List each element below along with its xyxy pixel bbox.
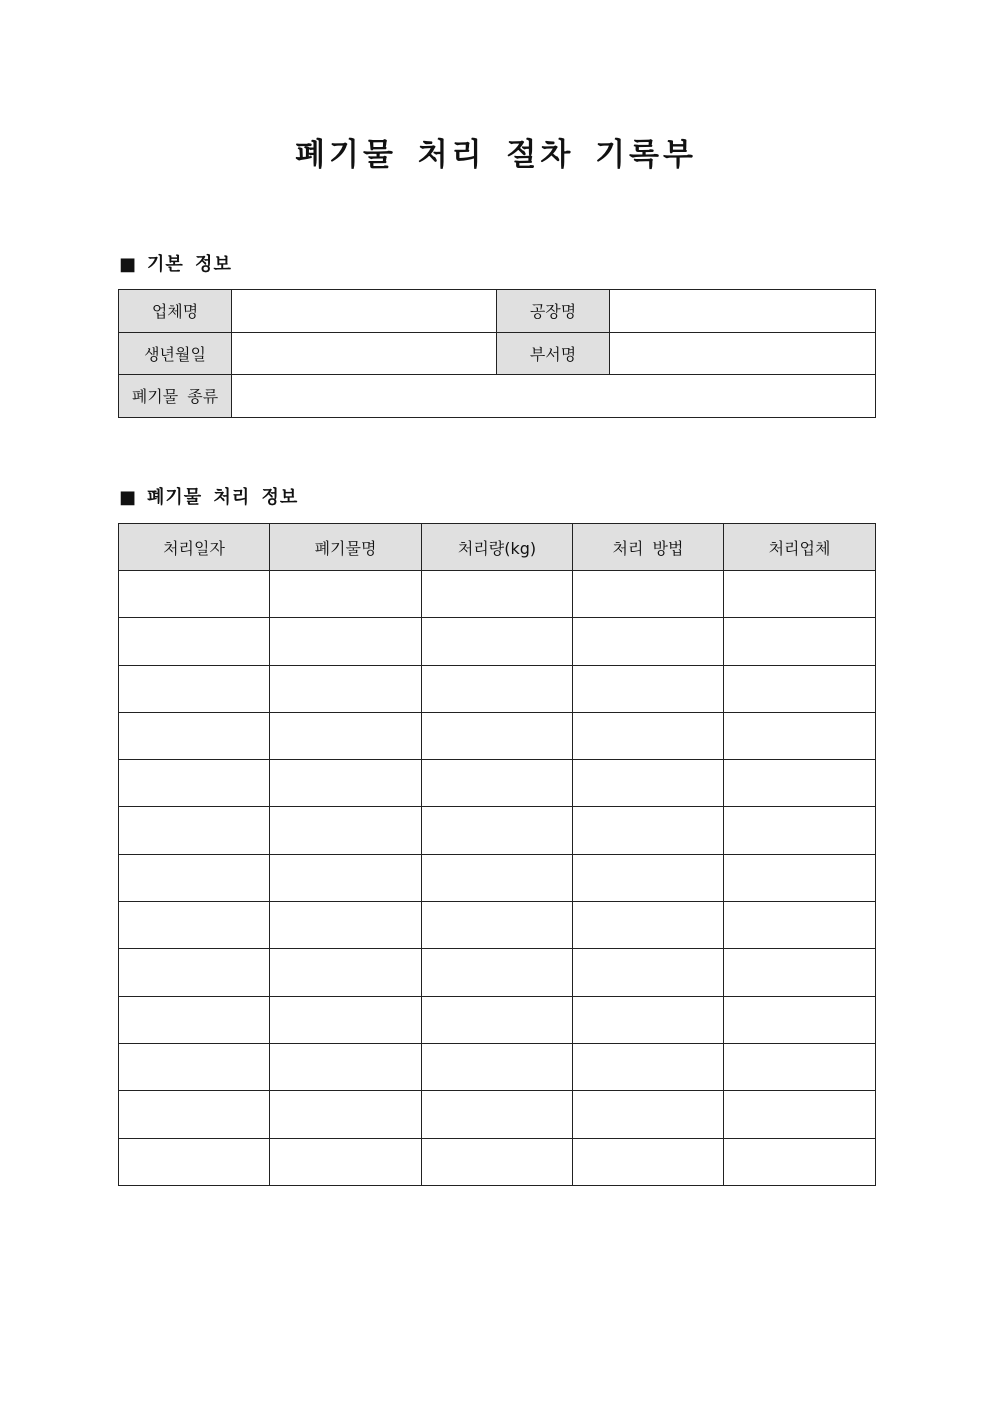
amount-cell[interactable] (422, 618, 573, 665)
waste-name-cell[interactable] (270, 712, 422, 759)
table-row (119, 1138, 876, 1185)
table-header-row (119, 524, 876, 571)
table-row (119, 290, 876, 333)
method-cell[interactable] (573, 665, 724, 712)
amount-cell[interactable] (422, 807, 573, 854)
company-field[interactable] (232, 290, 497, 333)
method-cell[interactable] (573, 949, 724, 996)
basic-info-heading-text: 기본 정보 (147, 254, 232, 275)
date-cell[interactable] (119, 1138, 270, 1185)
column-header-company: 처리업체 (724, 524, 876, 571)
column-header-amount: 처리량(kg) (422, 524, 573, 571)
company-cell[interactable] (724, 571, 876, 618)
amount-cell[interactable] (422, 1043, 573, 1090)
company-cell[interactable] (724, 1043, 876, 1090)
birthdate-field[interactable] (232, 332, 497, 375)
square-bullet-icon: ■ (119, 487, 138, 508)
date-cell[interactable] (119, 665, 270, 712)
method-cell[interactable] (573, 854, 724, 901)
company-cell[interactable] (724, 1091, 876, 1138)
date-cell[interactable] (119, 807, 270, 854)
method-cell[interactable] (573, 1138, 724, 1185)
waste-name-cell[interactable] (270, 949, 422, 996)
method-cell[interactable] (573, 902, 724, 949)
waste-type-field[interactable] (232, 375, 876, 418)
table-row (119, 760, 876, 807)
column-header-waste-name: 폐기물명 (270, 524, 422, 571)
amount-cell[interactable] (422, 996, 573, 1043)
date-cell[interactable] (119, 902, 270, 949)
company-cell[interactable] (724, 712, 876, 759)
method-cell[interactable] (573, 571, 724, 618)
date-cell[interactable] (119, 949, 270, 996)
waste-name-cell[interactable] (270, 1091, 422, 1138)
waste-name-cell[interactable] (270, 618, 422, 665)
processing-record-table (118, 523, 876, 1186)
company-cell[interactable] (724, 807, 876, 854)
table-row (119, 949, 876, 996)
processing-info-heading (119, 486, 298, 510)
waste-name-cell[interactable] (270, 760, 422, 807)
basic-info-heading (119, 253, 232, 277)
birthdate-label: 생년월일 (119, 332, 232, 375)
factory-label: 공장명 (497, 290, 610, 333)
method-cell[interactable] (573, 618, 724, 665)
waste-name-cell[interactable] (270, 1138, 422, 1185)
waste-name-cell[interactable] (270, 665, 422, 712)
square-bullet-icon: ■ (119, 254, 138, 275)
method-cell[interactable] (573, 712, 724, 759)
table-row (119, 1043, 876, 1090)
waste-name-cell[interactable] (270, 571, 422, 618)
company-cell[interactable] (724, 760, 876, 807)
page-title: 폐기물 처리 절차 기록부 (295, 137, 697, 173)
method-cell[interactable] (573, 1091, 724, 1138)
date-cell[interactable] (119, 712, 270, 759)
amount-cell[interactable] (422, 1138, 573, 1185)
table-row (119, 1091, 876, 1138)
company-cell[interactable] (724, 665, 876, 712)
date-cell[interactable] (119, 854, 270, 901)
table-row (119, 665, 876, 712)
company-cell[interactable] (724, 949, 876, 996)
table-row (119, 807, 876, 854)
processing-info-heading-text: 폐기물 처리 정보 (147, 487, 299, 508)
method-cell[interactable] (573, 807, 724, 854)
method-cell[interactable] (573, 996, 724, 1043)
amount-cell[interactable] (422, 854, 573, 901)
company-cell[interactable] (724, 902, 876, 949)
waste-type-label: 폐기물 종류 (119, 375, 232, 418)
company-label: 업체명 (119, 290, 232, 333)
department-label: 부서명 (497, 332, 610, 375)
amount-cell[interactable] (422, 571, 573, 618)
date-cell[interactable] (119, 760, 270, 807)
company-cell[interactable] (724, 1138, 876, 1185)
table-row (119, 618, 876, 665)
factory-field[interactable] (610, 290, 876, 333)
amount-cell[interactable] (422, 665, 573, 712)
waste-name-cell[interactable] (270, 996, 422, 1043)
company-cell[interactable] (724, 854, 876, 901)
waste-name-cell[interactable] (270, 1043, 422, 1090)
date-cell[interactable] (119, 571, 270, 618)
table-row (119, 571, 876, 618)
table-row (119, 854, 876, 901)
column-header-date: 처리일자 (119, 524, 270, 571)
table-row (119, 375, 876, 418)
date-cell[interactable] (119, 618, 270, 665)
amount-cell[interactable] (422, 949, 573, 996)
company-cell[interactable] (724, 996, 876, 1043)
method-cell[interactable] (573, 1043, 724, 1090)
waste-name-cell[interactable] (270, 902, 422, 949)
waste-name-cell[interactable] (270, 854, 422, 901)
amount-cell[interactable] (422, 1091, 573, 1138)
amount-cell[interactable] (422, 902, 573, 949)
date-cell[interactable] (119, 1043, 270, 1090)
date-cell[interactable] (119, 1091, 270, 1138)
table-row (119, 712, 876, 759)
table-row (119, 332, 876, 375)
department-field[interactable] (610, 332, 876, 375)
method-cell[interactable] (573, 760, 724, 807)
waste-name-cell[interactable] (270, 807, 422, 854)
column-header-method: 처리 방법 (573, 524, 724, 571)
date-cell[interactable] (119, 996, 270, 1043)
table-row (119, 902, 876, 949)
company-cell[interactable] (724, 618, 876, 665)
table-row (119, 996, 876, 1043)
amount-cell[interactable] (422, 760, 573, 807)
basic-info-table (118, 289, 876, 418)
amount-cell[interactable] (422, 712, 573, 759)
